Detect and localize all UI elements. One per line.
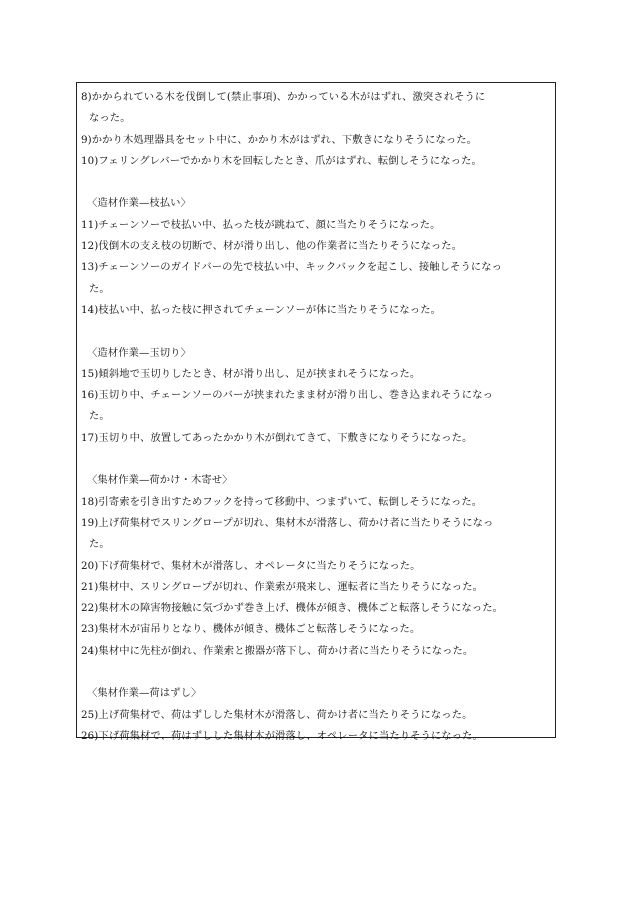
- incident-item-19-continued: た。: [89, 538, 110, 551]
- incident-section: [81, 683, 551, 747]
- incident-item-21: 21)集材中、スリングロープが切れ、作業索が飛来し、運転者に当たりそうになった。: [81, 580, 483, 593]
- incident-item-11: 11)チェーンソーで枝払い中、払った枝が跳ねて、顔に当たりそうになった。: [81, 218, 441, 231]
- incident-item-9: 9)かかり木処理器具をセット中に、かかり木がはずれ、下敷きになりそうになった。: [81, 133, 478, 146]
- incident-item-26: 26)下げ荷集材で、荷はずしした集材木が滑落し、オペレータに当たりそうになった。: [81, 729, 483, 742]
- incident-list: [81, 87, 551, 747]
- incident-item-23: 23)集材木が宙吊りとなり、機体が傾き、機体ごと転落しそうになった。: [81, 623, 421, 636]
- section-heading-nikake-kiyose: 〈集材作業—荷かけ・木寄せ〉: [87, 474, 233, 487]
- incident-section: [81, 193, 551, 321]
- incident-section: [81, 87, 551, 172]
- incident-item-17: 17)玉切り中、放置してあったかかり木が倒れてきて、下敷きになりそうになった。: [81, 431, 473, 444]
- section-heading-nihazushi: 〈集材作業—荷はずし〉: [87, 687, 202, 700]
- incident-item-22: 22)集材木の障害物接触に気づかず巻き上げ、機体が傾き、機体ごと転落しそうになった。: [81, 602, 504, 615]
- incident-list-box: [76, 82, 556, 742]
- section-spacer: [81, 449, 551, 470]
- incident-item-18: 18)引寄索を引き出すためフックを持って移動中、つまずいて、転倒しそうになった。: [81, 495, 483, 508]
- incident-item-16-continued: た。: [89, 410, 110, 423]
- incident-item-13-continued: た。: [89, 282, 110, 295]
- section-heading-tamagiri: 〈造材作業—玉切り〉: [87, 346, 191, 359]
- incident-item-10: 10)フェリングレバーでかかり木を回転したとき、爪がはずれ、転倒しそうになった。: [81, 154, 482, 167]
- section-spacer: [81, 662, 551, 683]
- section-spacer: [81, 172, 551, 193]
- incident-item-14: 14)枝払い中、払った枝に押されてチェーンソーが体に当たりそうになった。: [81, 303, 441, 316]
- incident-item-13: 13)チェーンソーのガイドバーの先で枝払い中、キックバックを起こし、接触しそうになっ: [81, 261, 503, 274]
- incident-item-8: 8)かかられている木を伐倒して(禁止事項)、かかっている木がはずれ、激突されそうに: [81, 91, 486, 103]
- incident-item-15: 15)傾斜地で玉切りしたとき、材が滑り出し、足が挟まれそうになった。: [81, 367, 421, 380]
- incident-item-24: 24)集材中に先柱が倒れ、作業索と搬器が落下し、荷かけ者に当たりそうになった。: [81, 644, 474, 657]
- incident-item-16: 16)玉切り中、チェーンソーのバーが挟まれたまま材が滑り出し、巻き込まれそうになっ: [81, 389, 493, 402]
- incident-item-8-continued: なった。: [89, 112, 131, 125]
- incident-item-20: 20)下げ荷集材で、集材木が滑落し、オペレータに当たりそうになった。: [81, 559, 421, 572]
- section-heading-edaharai: 〈造材作業—枝払い〉: [87, 197, 191, 210]
- incident-item-25: 25)上げ荷集材で、荷はずしした集材木が滑落し、荷かけ者に当たりそうになった。: [81, 708, 473, 721]
- incident-item-12: 12)伐倒木の支え枝の切断で、材が滑り出し、他の作業者に当たりそうになった。: [81, 240, 463, 253]
- section-spacer: [81, 321, 551, 342]
- incident-item-19: 19)上げ荷集材でスリングロープが切れ、集材木が滑落し、荷かけ者に当たりそうになっ: [81, 516, 494, 529]
- incident-section: [81, 343, 551, 449]
- incident-section: [81, 470, 551, 662]
